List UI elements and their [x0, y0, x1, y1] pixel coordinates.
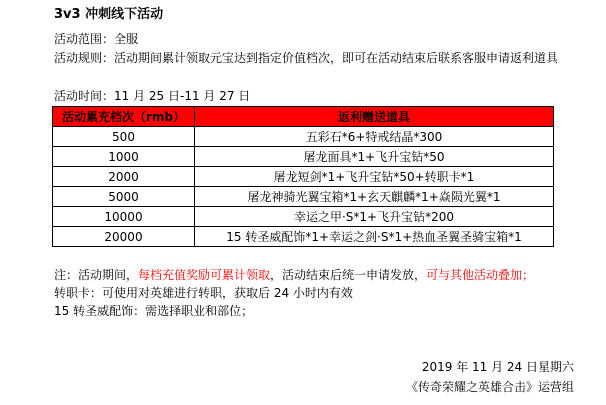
table-row	[53, 187, 554, 207]
note-stacking-prefix: 注：活动期间，	[54, 268, 139, 282]
header-tier: 活动累充档次（rmb）	[53, 107, 195, 127]
tier-cell: 5000	[53, 187, 195, 207]
reward-cell: 屠龙短剑*1+飞升宝钻*50+转职卡*1	[195, 167, 554, 187]
table-header-row	[53, 107, 554, 127]
note-stacking-combine: 可与其他活动叠加；	[426, 268, 535, 282]
table-row	[53, 147, 554, 167]
signature-org: 《传奇荣耀之英雄合击》运营组	[405, 380, 574, 394]
tier-cell: 20000	[53, 227, 195, 247]
reward-cell: 屠龙神骑光翼宝箱*1+玄天麒麟*1+焱陨光翼*1	[195, 187, 554, 207]
notes-section	[54, 266, 534, 320]
header-reward: 返利赠送道具	[195, 107, 554, 127]
reward-cell: 屠龙面具*1+飞升宝钻*50	[195, 147, 554, 167]
activity-scope: 活动范围：全服	[54, 32, 139, 46]
table-row	[53, 207, 554, 227]
note-transfer-card: 转职卡：可使用对英雄进行转职，获取后 24 小时内有效	[54, 286, 353, 300]
tier-cell: 10000	[53, 207, 195, 227]
table-row	[53, 167, 554, 187]
page-title: 3v3 冲刺线下活动	[54, 7, 164, 22]
activity-rules: 活动规则：活动期间累计领取元宝达到指定价值档次，即可在活动结束后联系客服申请返利道具	[54, 51, 559, 65]
rewards-table	[52, 106, 554, 247]
tier-cell: 2000	[53, 167, 195, 187]
tier-cell: 1000	[53, 147, 195, 167]
note-stacking	[54, 266, 534, 284]
note-stacking-highlight: 每档充值奖励可累计领取	[138, 268, 271, 282]
note-accessory: 15 转圣威配饰：需选择职业和部位；	[54, 304, 254, 318]
table-row	[53, 227, 554, 247]
reward-cell: 五彩石*6+特戒结晶*300	[195, 127, 554, 147]
reward-cell: 15 转圣威配饰*1+幸运之剑·S*1+热血圣翼圣骑宝箱*1	[195, 227, 554, 247]
table-row	[53, 127, 554, 147]
signature-date: 2019 年 11 月 24 日星期六	[421, 360, 574, 374]
reward-cell: 幸运之甲·S*1+飞升宝钻*200	[195, 207, 554, 227]
activity-time: 活动时间：11 月 25 日-11 月 27 日	[54, 89, 251, 103]
note-stacking-middle: ，活动结束后统一申请发放，	[270, 268, 427, 282]
tier-cell: 500	[53, 127, 195, 147]
